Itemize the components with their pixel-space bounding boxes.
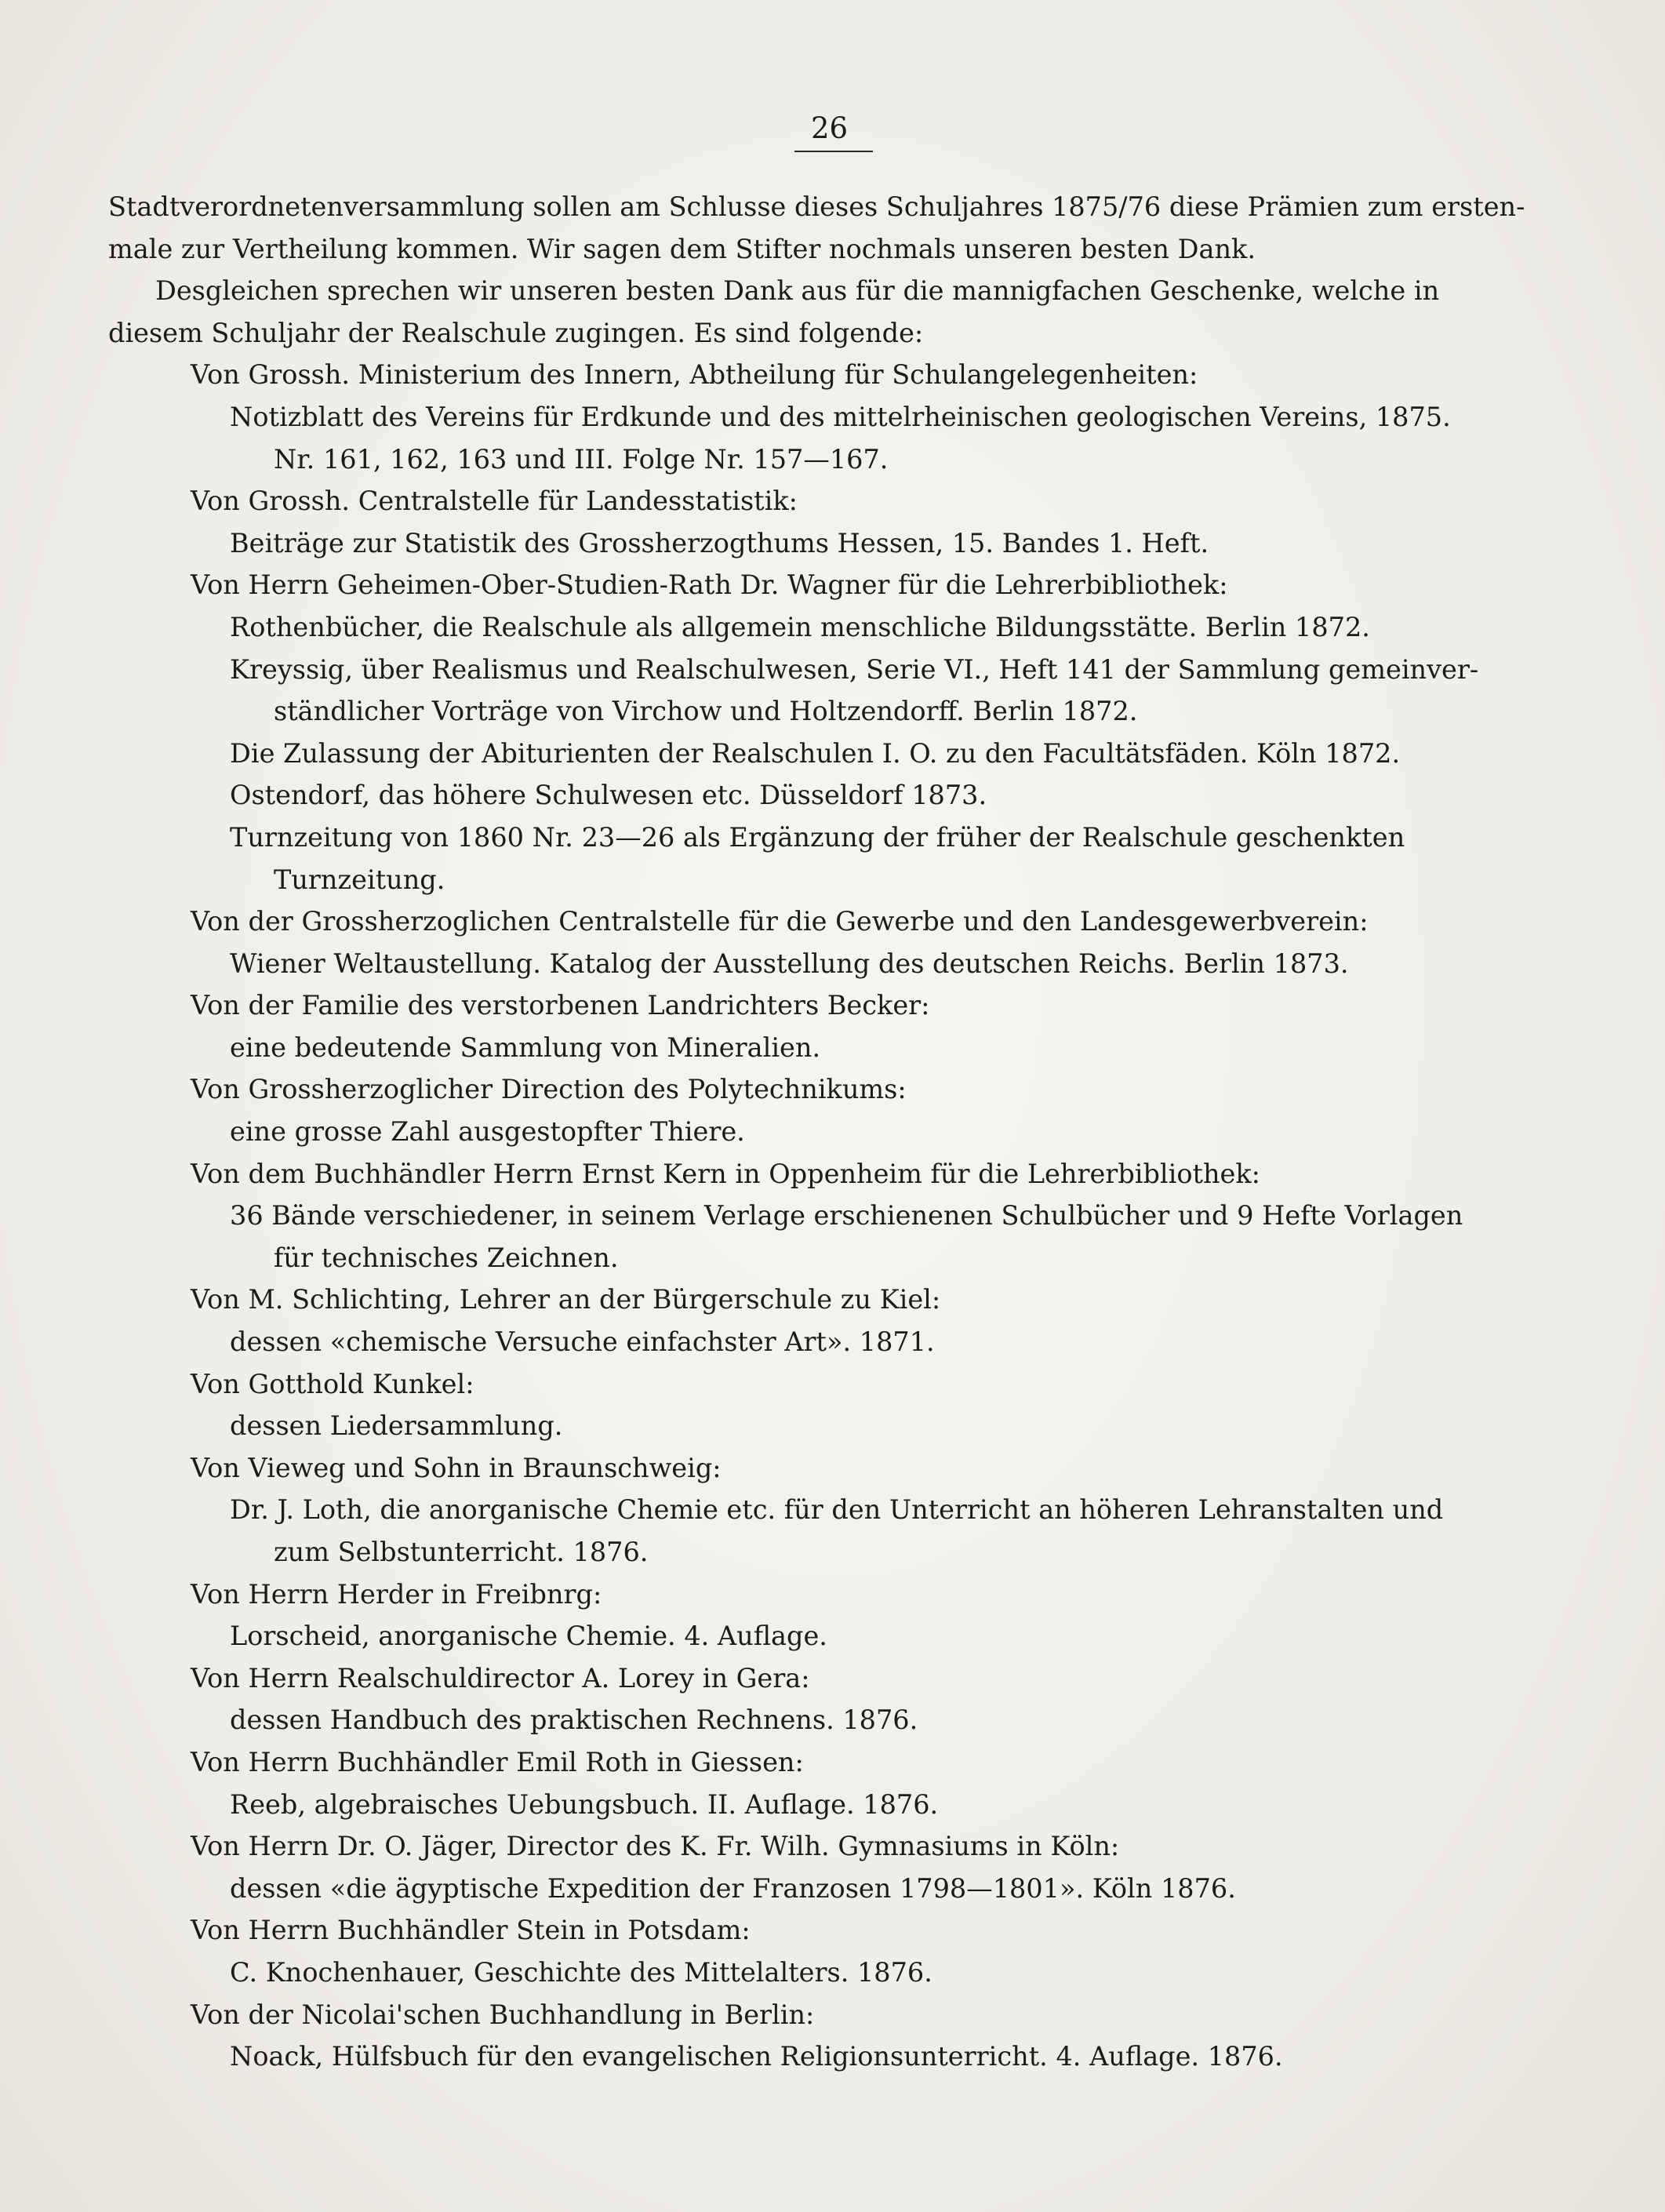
gift-line: Wiener Weltaustellung. Katalog der Ausstellung des deutschen Reichs. Berlin 1873.: [230, 948, 1349, 979]
donor-line: Von Grossh. Centralstelle für Landesstatistik:: [191, 486, 798, 517]
gift-entry: [108, 2036, 1550, 2078]
gift-entry: [108, 606, 1550, 649]
gift-line: Beiträge zur Statistik des Grossherzogthums Hessen, 15. Bandes 1. Heft.: [230, 527, 1209, 558]
gift-entry: [108, 774, 1550, 817]
gift-entry: [108, 1321, 1550, 1363]
gift-entry: [108, 1405, 1550, 1447]
intro-line: male zur Vertheilung kommen. Wir sagen dem Stifter nochmals unseren besten Dank.: [108, 233, 1256, 264]
page-number: 26: [810, 111, 849, 145]
gift-line: Notizblatt des Vereins für Erdkunde und des mittelrheinischen geologischen Vereins, 1875.: [230, 401, 1451, 432]
gift-line: Lorscheid, anorganische Chemie. 4. Auflage.: [230, 1621, 827, 1652]
gift-continuation-line: für technisches Zeichnen.: [274, 1242, 619, 1273]
gift-continuation-line: ständlicher Vorträge von Virchow und Holtzendorff. Berlin 1872.: [274, 696, 1138, 727]
gift-entry: [108, 522, 1550, 565]
page-body: [108, 186, 1550, 2078]
gift-line: eine grosse Zahl ausgestopfter Thiere.: [230, 1116, 745, 1148]
gift-continuation-line: Nr. 161, 162, 163 und III. Folge Nr. 157—167.: [274, 443, 889, 475]
donor-line: Von Herrn Geheimen-Ober-Studien-Rath Dr. Wagner für die Lehrerbibliothek:: [191, 569, 1228, 601]
intro-line: Stadtverordnetenversammlung sollen am Schlusse dieses Schuljahres 1875/76 diese Prämien zum ersten-: [108, 191, 1525, 222]
gift-line: 36 Bände verschiedener, in seinem Verlage erschienenen Schulbücher und 9 Hefte Vorlagen: [230, 1200, 1463, 1232]
page-number-rule: [794, 151, 873, 152]
gift-line: Die Zulassung der Abiturienten der Realschulen I. O. zu den Facultätsfäden. Köln 1872.: [230, 737, 1401, 769]
gift-entry: [108, 1111, 1550, 1153]
donor-line: Von Grossherzoglicher Direction des Polytechnikums:: [191, 1074, 907, 1105]
gift-entry: [108, 1027, 1550, 1069]
gift-entry: [108, 1615, 1550, 1657]
gift-line: eine bedeutende Sammlung von Mineralien.: [230, 1031, 821, 1063]
gift-entry: [108, 1489, 1550, 1573]
gift-line: Reeb, algebraisches Uebungsbuch. II. Auflage. 1876.: [230, 1788, 939, 1820]
gift-entry: [108, 649, 1550, 733]
gift-entry: [108, 1699, 1550, 1741]
gift-entry: [108, 1868, 1550, 1910]
donor-line: Von Herrn Dr. O. Jäger, Director des K. Fr. Wilh. Gymnasiums in Köln:: [191, 1831, 1120, 1862]
gift-line: Ostendorf, das höhere Schulwesen etc. Düsseldorf 1873.: [230, 780, 987, 811]
donor-line: Von der Familie des verstorbenen Landrichters Becker:: [191, 990, 930, 1021]
donor-line: Von Grossh. Ministerium des Innern, Abtheilung für Schulangelegenheiten:: [191, 359, 1198, 391]
donor-line: Von Herrn Herder in Freibnrg:: [191, 1578, 602, 1610]
gift-entry: [108, 733, 1550, 775]
gift-entry: [108, 1784, 1550, 1826]
donor-list: [108, 354, 1550, 2077]
donor-line: Von der Grossherzoglichen Centralstelle für die Gewerbe und den Landesgewerbverein:: [191, 906, 1369, 937]
gift-line: dessen «die ägyptische Expedition der Franzosen 1798—1801». Köln 1876.: [230, 1872, 1236, 1904]
gift-line: dessen Handbuch des praktischen Rechnens. 1876.: [230, 1704, 918, 1736]
gift-entry: [108, 396, 1550, 480]
gift-continuation-line: zum Selbstunterricht. 1876.: [274, 1537, 649, 1567]
gift-entry: [108, 1952, 1550, 1994]
gift-line: dessen Liedersammlung.: [230, 1410, 563, 1442]
donor-line: Von Vieweg und Sohn in Braunschweig:: [191, 1452, 722, 1483]
gift-entry: [108, 817, 1550, 900]
thanks-line: Desgleichen sprechen wir unseren besten Dank aus für die mannigfachen Geschenke, welche in: [155, 275, 1440, 307]
gift-line: C. Knochenhauer, Geschichte des Mittelalters. 1876.: [230, 1956, 932, 1988]
donor-line: Von Herrn Buchhändler Emil Roth in Giessen:: [191, 1746, 804, 1777]
gift-line: Dr. J. Loth, die anorganische Chemie etc. für den Unterricht an höheren Lehranstalten und: [230, 1494, 1444, 1526]
donor-line: Von M. Schlichting, Lehrer an der Bürgerschule zu Kiel:: [191, 1284, 941, 1315]
donor-line: Von der Nicolai'schen Buchhandlung in Berlin:: [191, 1999, 815, 2030]
gift-entry: [108, 1195, 1550, 1279]
gift-line: dessen «chemische Versuche einfachster Art». 1871.: [230, 1326, 935, 1358]
donor-line: Von Herrn Buchhändler Stein in Potsdam:: [191, 1915, 751, 1946]
gift-line: Turnzeitung von 1860 Nr. 23—26 als Ergänzung der früher der Realschule geschenkten: [230, 821, 1405, 853]
gift-line: Rothenbücher, die Realschule als allgemein menschliche Bildungsstätte. Berlin 1872.: [230, 611, 1370, 642]
gift-line: Noack, Hülfsbuch für den evangelischen Religionsunterricht. 4. Auflage. 1876.: [230, 2041, 1283, 2072]
gift-entry: [108, 943, 1550, 985]
donor-line: Von Gotthold Kunkel:: [191, 1368, 474, 1399]
donor-line: Von dem Buchhändler Herrn Ernst Kern in Oppenheim für die Lehrerbibliothek:: [191, 1158, 1260, 1189]
gift-line: Kreyssig, über Realismus und Realschulwesen, Serie VI., Heft 141 der Sammlung gemeinver-: [230, 653, 1479, 685]
donor-line: Von Herrn Realschuldirector A. Lorey in Gera:: [191, 1662, 810, 1694]
thanks-line: diesem Schuljahr der Realschule zugingen. Es sind folgende:: [108, 317, 924, 348]
gift-continuation-line: Turnzeitung.: [274, 864, 445, 895]
